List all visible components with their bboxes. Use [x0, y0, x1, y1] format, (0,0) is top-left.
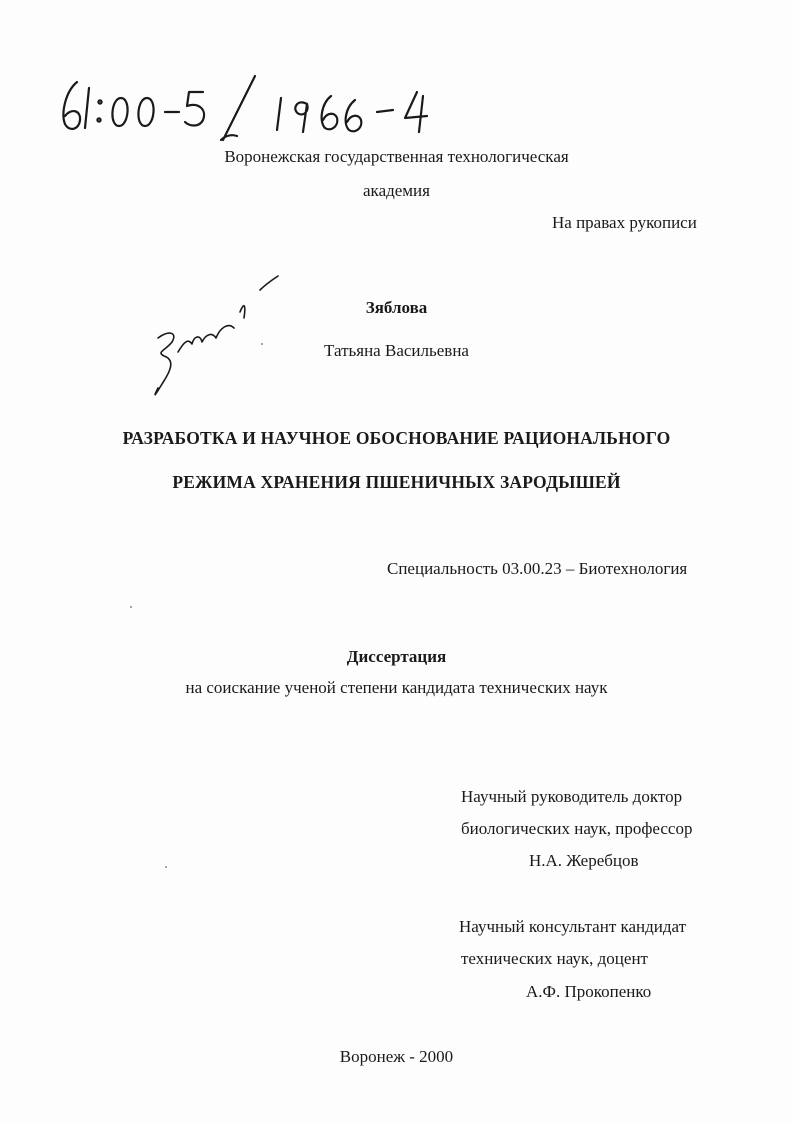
work-type-purpose: на соискание ученой степени кандидата технических наук [185, 678, 608, 697]
consultant-line-2: технических наук, доцент [461, 949, 648, 968]
consultant-name: А.Ф. Прокопенко [526, 982, 652, 1001]
author-given-names: Татьяна Васильевна [324, 341, 469, 360]
specialty: Специальность 03.00.23 – Биотехнология [387, 559, 688, 578]
supervisor-line-1: Научный руководитель доктор [461, 787, 683, 806]
author-surname: Зяблова [365, 298, 428, 317]
author-signature [148, 272, 288, 402]
rights-note: На правах рукописи [552, 213, 697, 232]
handwritten-archive-code [55, 70, 475, 145]
supervisor-name: Н.А. Жеребцов [529, 851, 639, 870]
consultant-line-1: Научный консультант кандидат [459, 917, 687, 936]
scan-speck [165, 866, 167, 868]
scan-speck [130, 606, 132, 608]
scan-speck [261, 343, 263, 345]
title-line-2: РЕЖИМА ХРАНЕНИЯ ПШЕНИЧНЫХ ЗАРОДЫШЕЙ [172, 472, 621, 492]
title-line-1: РАЗРАБОТКА И НАУЧНОЕ ОБОСНОВАНИЕ РАЦИОНАЛЬНОГО [122, 428, 671, 448]
supervisor-line-2: биологических наук, профессор [461, 819, 693, 838]
institution-line-1: Воронежская государственная технологическая [224, 147, 569, 166]
institution-line-2: академия [363, 181, 430, 200]
place-year: Воронеж - 2000 [339, 1047, 454, 1066]
work-type-label: Диссертация [346, 647, 447, 666]
